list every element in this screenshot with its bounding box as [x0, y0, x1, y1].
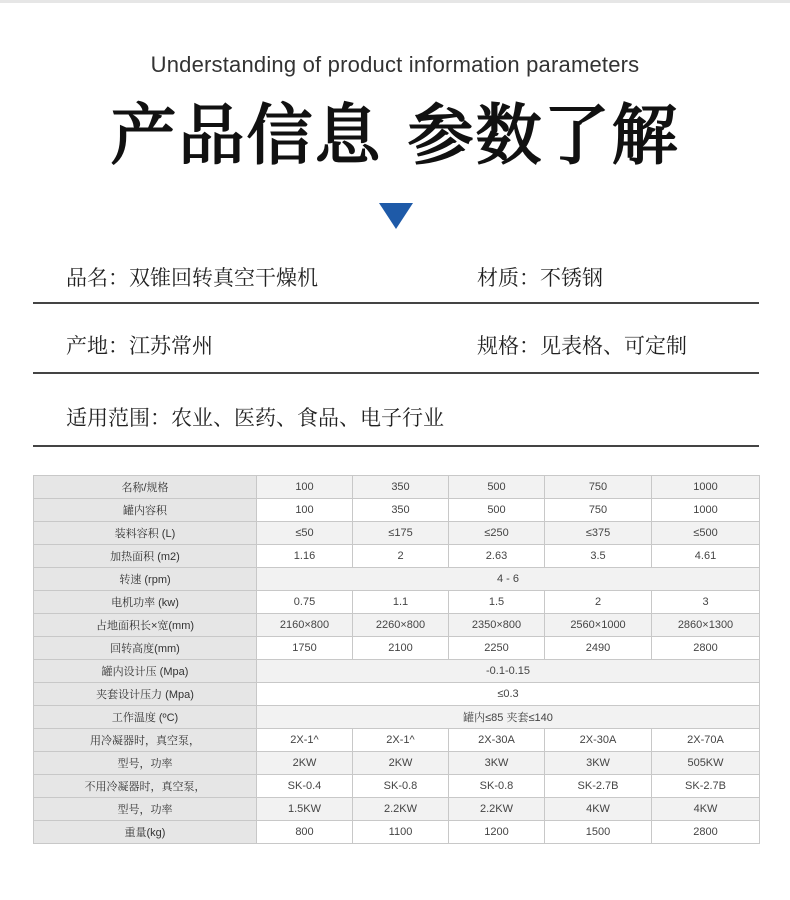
table-row [34, 729, 760, 752]
table-cell: 2.2KW [353, 798, 449, 821]
table-cell-merged: -0.1-0.15 [257, 660, 760, 683]
table-cell: 2X-30A [449, 729, 545, 752]
table-cell: 2800 [652, 821, 760, 844]
table-row [34, 591, 760, 614]
row-label: 罐内容积 [34, 499, 257, 522]
table-cell: 1.5KW [257, 798, 353, 821]
table-cell: ≤175 [353, 522, 449, 545]
table-cell-merged: 罐内≤85 夹套≤140 [257, 706, 760, 729]
table-row [34, 683, 760, 706]
table-row [34, 660, 760, 683]
table-cell-merged: 4 - 6 [257, 568, 760, 591]
table-cell: ≤375 [545, 522, 652, 545]
table-cell: 4KW [652, 798, 760, 821]
table-row [34, 775, 760, 798]
info-row-2 [33, 330, 759, 374]
table-cell: 2160×800 [257, 614, 353, 637]
table-row [34, 614, 760, 637]
table-cell: SK-0.8 [353, 775, 449, 798]
table-cell: 2260×800 [353, 614, 449, 637]
row-label: 占地面积长×宽(mm) [34, 614, 257, 637]
table-cell: 2X-70A [652, 729, 760, 752]
row-label: 罐内设计压 (Mpa) [34, 660, 257, 683]
table-cell: 2800 [652, 637, 760, 660]
table-cell: 2X-1^ [257, 729, 353, 752]
row-label: 用冷凝器时，真空泵， [34, 729, 257, 752]
row-label: 电机功率 (kw) [34, 591, 257, 614]
table-cell: 2490 [545, 637, 652, 660]
table-cell: 350 [353, 499, 449, 522]
table-cell: 3.5 [545, 545, 652, 568]
table-cell: 350 [353, 476, 449, 499]
table-cell: 2560×1000 [545, 614, 652, 637]
info-row-1 [33, 262, 759, 304]
table-cell: 2100 [353, 637, 449, 660]
table-cell: SK-2.7B [652, 775, 760, 798]
page-title: 产品信息 参数了解 [110, 97, 680, 174]
table-cell: 2KW [257, 752, 353, 775]
row-label: 转速 (rpm) [34, 568, 257, 591]
table-cell: 3KW [545, 752, 652, 775]
table-cell: SK-0.8 [449, 775, 545, 798]
parameter-table [33, 475, 760, 844]
table-row [34, 476, 760, 499]
table-row [34, 568, 760, 591]
table-cell: 2 [353, 545, 449, 568]
table-cell: 2X-1^ [353, 729, 449, 752]
table-cell: 1.16 [257, 545, 353, 568]
table-cell: ≤250 [449, 522, 545, 545]
row-label: 工作温度 (ºC) [34, 706, 257, 729]
table-cell: 2KW [353, 752, 449, 775]
table-cell: 100 [257, 499, 353, 522]
table-cell: 1000 [652, 476, 760, 499]
product-scope: 适用范围：农业、医药、食品、电子行业 [66, 406, 444, 430]
table-cell: 800 [257, 821, 353, 844]
table-cell: 750 [545, 476, 652, 499]
row-label: 装料容积 (L) [34, 522, 257, 545]
table-cell: 505KW [652, 752, 760, 775]
table-cell: 2250 [449, 637, 545, 660]
table-cell: 4KW [545, 798, 652, 821]
row-label: 不用冷凝器时，真空泵， [34, 775, 257, 798]
table-cell: 0.75 [257, 591, 353, 614]
table-cell: 1500 [545, 821, 652, 844]
table-cell: 2 [545, 591, 652, 614]
table-cell-merged: ≤0.3 [257, 683, 760, 706]
table-cell: 750 [545, 499, 652, 522]
row-label: 回转高度(mm) [34, 637, 257, 660]
table-cell: 1000 [652, 499, 760, 522]
product-name: 品名：双锥回转真空干燥机 [66, 266, 318, 290]
table-row [34, 522, 760, 545]
product-material: 材质：不锈钢 [477, 266, 603, 290]
table-cell: 1.5 [449, 591, 545, 614]
row-label: 型号，功率 [34, 798, 257, 821]
table-cell: 500 [449, 476, 545, 499]
table-cell: 2350×800 [449, 614, 545, 637]
table-cell: SK-0.4 [257, 775, 353, 798]
row-label: 名称/规格 [34, 476, 257, 499]
table-row [34, 706, 760, 729]
table-row [34, 798, 760, 821]
down-arrow-icon [379, 203, 413, 229]
table-cell: 2X-30A [545, 729, 652, 752]
header-subtitle: Understanding of product information parameters [150, 52, 640, 77]
product-origin: 产地：江苏常州 [66, 334, 213, 358]
table-cell: 2.63 [449, 545, 545, 568]
info-row-3 [33, 402, 759, 447]
row-label: 夹套设计压力 (Mpa) [34, 683, 257, 706]
table-cell: 2860×1300 [652, 614, 760, 637]
table-cell: 1750 [257, 637, 353, 660]
table-row [34, 752, 760, 775]
row-label: 加热面积 (m2) [34, 545, 257, 568]
table-cell: ≤500 [652, 522, 760, 545]
table-cell: 2.2KW [449, 798, 545, 821]
table-cell: 1.1 [353, 591, 449, 614]
table-cell: SK-2.7B [545, 775, 652, 798]
table-row [34, 499, 760, 522]
table-cell: 1100 [353, 821, 449, 844]
table-cell: 3KW [449, 752, 545, 775]
table-row [34, 545, 760, 568]
row-label: 重量(kg) [34, 821, 257, 844]
table-row [34, 637, 760, 660]
table-cell: ≤50 [257, 522, 353, 545]
table-row [34, 821, 760, 844]
product-spec: 规格：见表格、可定制 [477, 334, 687, 358]
table-cell: 3 [652, 591, 760, 614]
table-cell: 1200 [449, 821, 545, 844]
top-divider [0, 0, 790, 3]
table-cell: 100 [257, 476, 353, 499]
table-cell: 500 [449, 499, 545, 522]
table-cell: 4.61 [652, 545, 760, 568]
row-label: 型号，功率 [34, 752, 257, 775]
